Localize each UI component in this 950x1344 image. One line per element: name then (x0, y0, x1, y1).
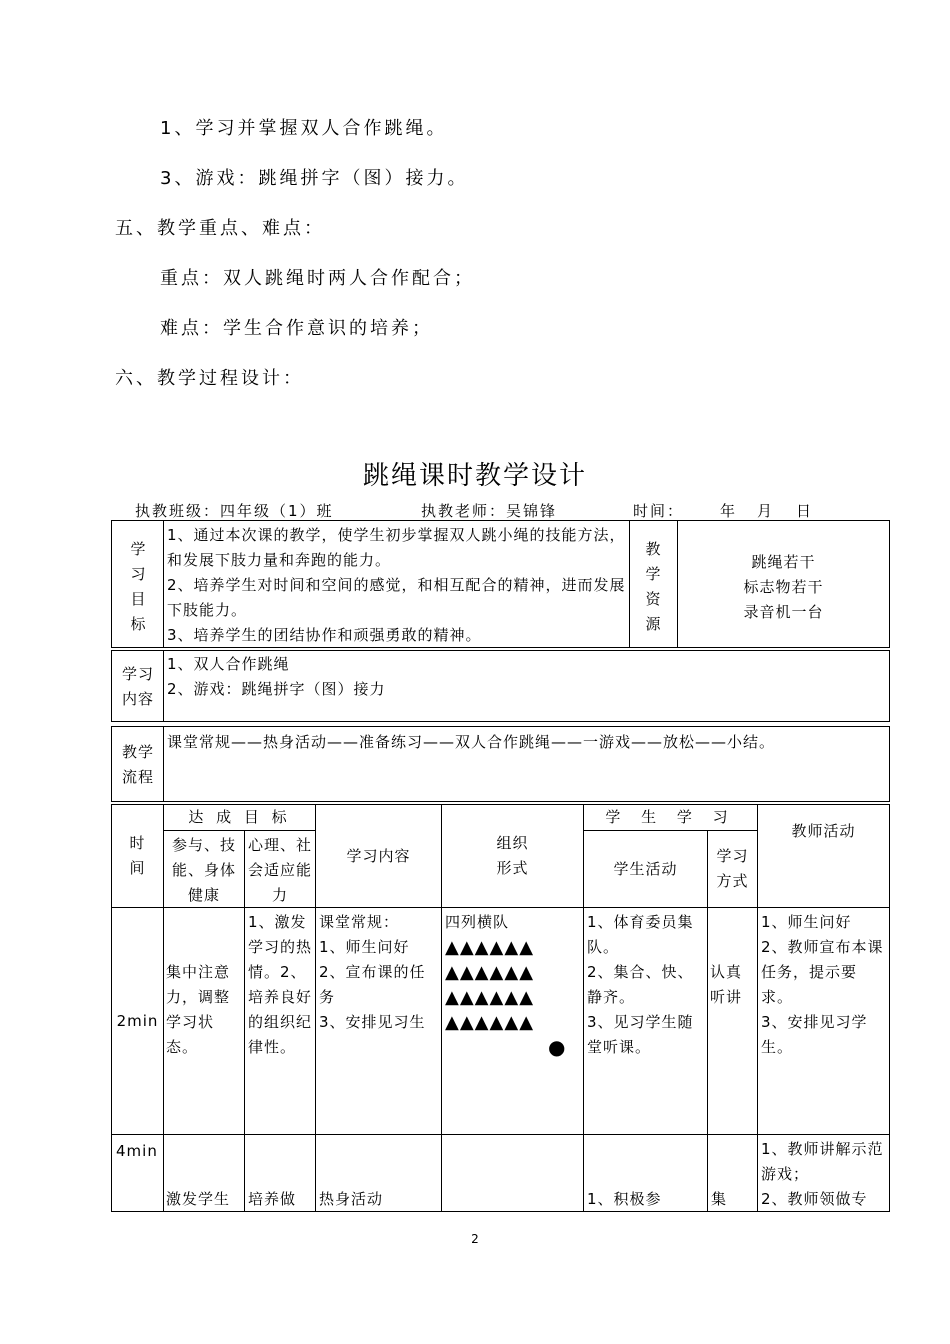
teacher-activity-item: 3、安排见习学生。 (761, 1013, 868, 1056)
year-label: 年 (720, 502, 738, 520)
formation-row: ▲▲▲▲▲▲ (445, 1012, 535, 1033)
header-goal-mental: 心理、社会适应能力 (244, 830, 316, 908)
resource-item: 跳绳若干 (751, 553, 816, 571)
content-label: 学习内容 (121, 665, 154, 708)
formation-row: ▲▲▲▲▲▲ (445, 987, 535, 1008)
day-label: 日 (796, 502, 814, 520)
student-activity-item: 1、体育委员集队。 (587, 913, 694, 956)
header-goal-physical: 参与、技能、身体健康 (163, 830, 245, 908)
section-heading-process: 六、教学过程设计： (115, 368, 304, 389)
header-learning-style: 学习方式 (716, 847, 749, 890)
objectives-text (163, 520, 630, 648)
row1-time: 2min (111, 907, 164, 1135)
row2-physical-goal: 激发学生 (166, 1190, 231, 1208)
flow-text: 课堂常规——热身活动——准备练习——双人合作跳绳——一游戏——放松——小结。 (163, 726, 890, 802)
header-student-activity: 学生活动 (583, 830, 708, 908)
content-item: 1、双人合作跳绳 (167, 655, 290, 673)
row2-time: 4min (111, 1134, 164, 1212)
row1-student-activity (583, 907, 708, 1135)
key-point-line: 重点：双人跳绳时两人合作配合； (160, 268, 475, 289)
row1-content-item: 1、师生问好 (319, 938, 410, 956)
row1-content-item: 2、宣布课的任务 (319, 963, 426, 1006)
teacher-activity-item: 1、师生问好 (761, 913, 852, 931)
teacher-activity-item: 1、教师讲解示范游戏； (761, 1140, 884, 1183)
header-teacher-activity: 教师活动 (757, 804, 890, 908)
objective-line-1: 1、学习并掌握双人合作跳绳。 (160, 118, 448, 139)
time-label: 时间： (633, 502, 685, 520)
class-label: 执教班级：四年级（1）班 (135, 502, 334, 520)
objectives-label: 学习目标 (130, 540, 147, 633)
content-item: 2、游戏：跳绳拼字（图）接力 (167, 680, 386, 698)
header-goals: 达 成 目 标 (163, 804, 316, 831)
formation-row: ▲▲▲▲▲▲ (445, 937, 535, 958)
teacher-label: 执教老师：吴锦锋 (421, 502, 558, 520)
row1-physical-goal: 集中注意力，调整学习状态。 (166, 963, 231, 1056)
month-label: 月 (757, 502, 775, 520)
flow-label: 教学流程 (121, 743, 154, 786)
objective-item: 3、培养学生的团结协作和顽强勇敢的精神。 (167, 626, 482, 644)
row2-student-activity: 1、积极参 (587, 1190, 662, 1208)
objective-line-3: 3、游戏：跳绳拼字（图）接力。 (160, 168, 469, 189)
row1-organization-title: 四列横队 (445, 913, 510, 931)
student-activity-item: 2、集合、快、静齐。 (587, 963, 694, 1006)
resources-label: 教学资源 (645, 540, 662, 633)
section-heading-key-points: 五、教学重点、难点： (115, 218, 325, 239)
header-organization: 组织形式 (496, 834, 529, 877)
plan-title: 跳绳课时教学设计 (362, 461, 587, 491)
objective-item: 1、通过本次课的教学，使学生初步掌握双人跳小绳的技能方法，和发展下肢力量和奔跑的能力。 (167, 526, 626, 569)
resource-item: 标志物若干 (743, 578, 824, 596)
header-time: 时间 (129, 834, 146, 877)
header-student-learning: 学 生 学 习 (583, 804, 758, 831)
teacher-position-marker: ● (548, 1035, 567, 1059)
row2-teacher-activity (757, 1134, 890, 1212)
objective-item: 2、培养学生对时间和空间的感觉，和相互配合的精神，进而发展下肢能力。 (167, 576, 626, 619)
row2-mental-goal: 培养做 (248, 1190, 297, 1208)
page-number: 2 (471, 1232, 479, 1246)
student-activity-item: 3、见习学生随堂听课。 (587, 1013, 694, 1056)
row1-learning-style: 认真听讲 (710, 963, 743, 1006)
teacher-activity-item: 2、教师宣布本课任务，提示要求。 (761, 938, 884, 1006)
row2-content: 热身活动 (319, 1190, 384, 1208)
resource-item: 录音机一台 (743, 603, 824, 621)
difficulty-line: 难点：学生合作意识的培养； (160, 318, 433, 339)
teacher-activity-item: 2、教师领做专 (761, 1190, 868, 1208)
formation-row: ▲▲▲▲▲▲ (445, 962, 535, 983)
row1-content-title: 课堂常规： (319, 913, 400, 931)
header-content: 学习内容 (315, 804, 442, 908)
row1-content-item: 3、安排见习生 (319, 1013, 426, 1031)
resources-cell (677, 520, 890, 648)
row2-learning-style: 集 (711, 1190, 728, 1208)
row1-teacher-activity (757, 907, 890, 1135)
row1-mental-goal: 1、激发学习的热情。2、培养良好的组织纪律性。 (244, 907, 316, 1135)
row1-organization (441, 907, 584, 1135)
row1-content (315, 907, 442, 1135)
row2-organization (441, 1134, 584, 1212)
